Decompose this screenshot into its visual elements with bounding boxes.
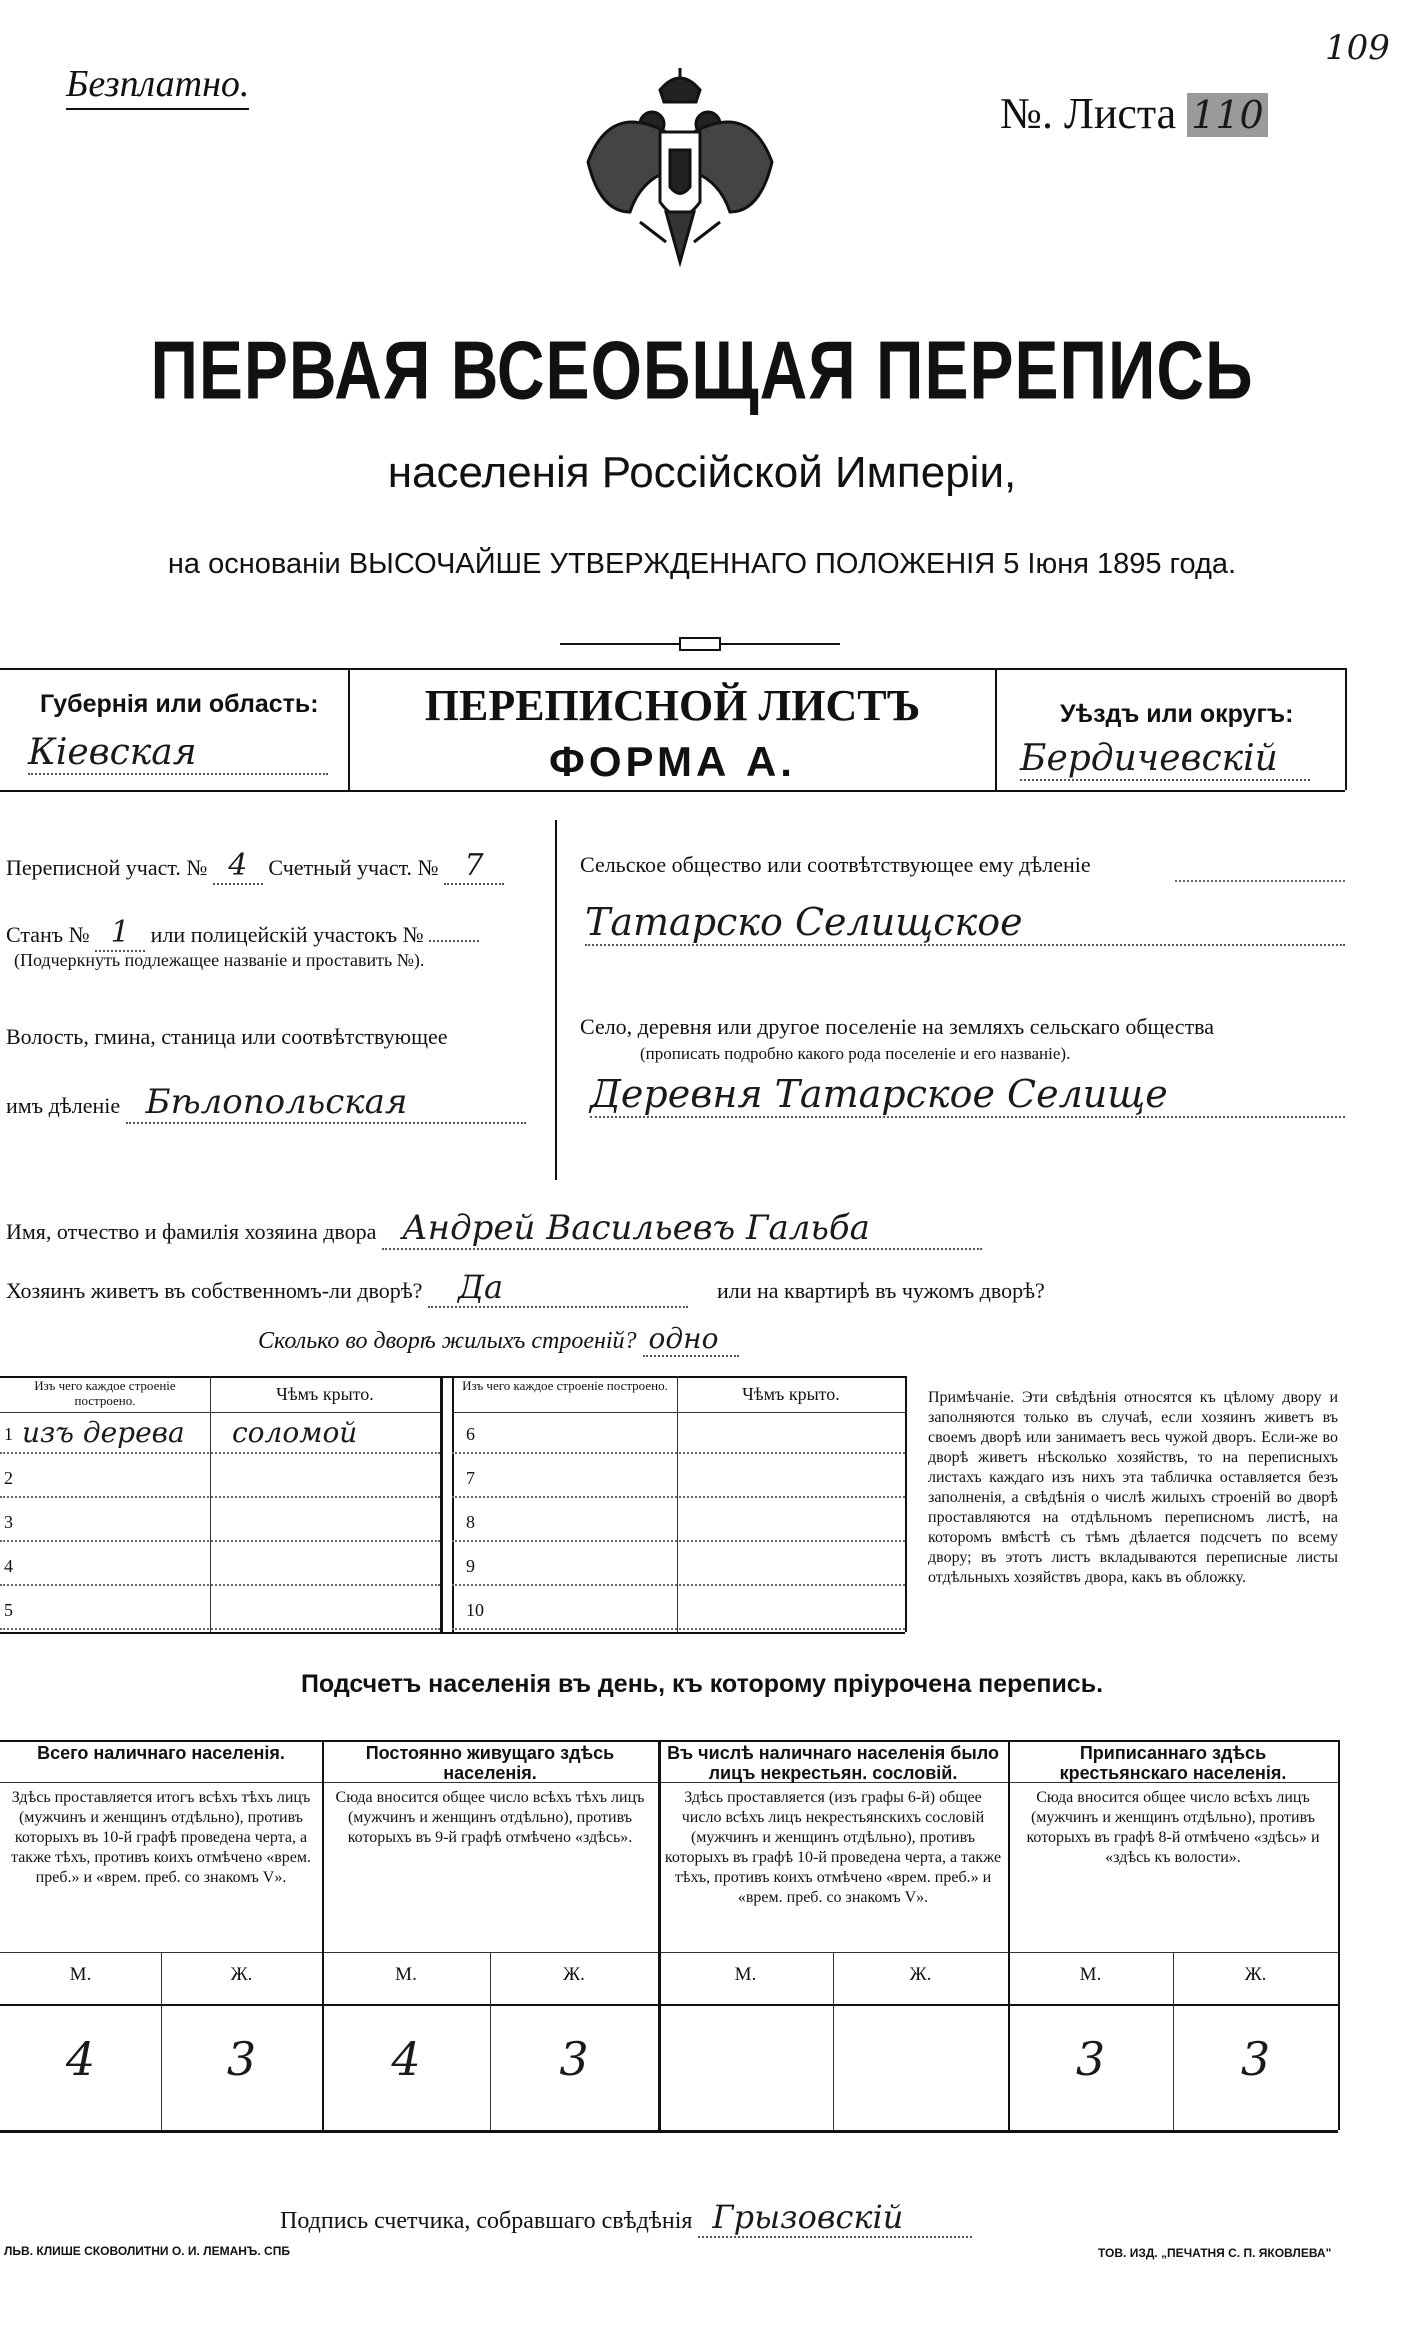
volost-row bbox=[6, 1082, 526, 1124]
printer-left: ЛЬВ. КЛИШЕ СКОВОЛИТНИ О. И. ЛЕМАНЪ. СПБ bbox=[4, 2244, 290, 2258]
row-number: 5 bbox=[4, 1600, 13, 1620]
own-yard-row bbox=[6, 1268, 1045, 1308]
row-number: 8 bbox=[466, 1512, 475, 1532]
row-roof: соломой bbox=[232, 1416, 358, 1449]
society-value: Татарско Селищское bbox=[585, 900, 1345, 946]
province-label: Губернія или область: bbox=[40, 690, 319, 718]
col-roof-left: Чѣмъ крыто. bbox=[276, 1384, 374, 1404]
volost-label: Волость, гмина, станица или соотвѣтствующее bbox=[6, 1024, 448, 1049]
population-column-header: Въ числѣ наличнаго населенія было лицъ некрестьян. сословій. bbox=[667, 1743, 999, 1783]
basis-line: на основаніи ВЫСОЧАЙШЕ УТВЕРЖДЕННАГО ПОЛОЖЕНІЯ 5 Іюня 1895 года. bbox=[167, 548, 1237, 580]
row-number: 3 bbox=[4, 1512, 13, 1532]
population-title: Подсчетъ населенія въ день, къ которому пріурочена перепись. bbox=[300, 1670, 1104, 1698]
row-number: 2 bbox=[4, 1468, 13, 1488]
male-label: М. bbox=[734, 1964, 757, 1985]
stan-value: 1 bbox=[95, 915, 145, 952]
building-row-left bbox=[0, 1546, 440, 1590]
building-row-right bbox=[452, 1502, 905, 1546]
population-column-desc: Сюда вносится общее число всѣхъ лицъ (мужчинъ и женщинъ отдѣльно), противъ которыхъ въ графѣ 8-й отмѣчено «здѣсь» и «здѣсь къ волости». bbox=[1026, 1789, 1320, 1866]
building-row-right bbox=[452, 1458, 905, 1502]
printer-right: ТОВ. ИЗД. „ПЕЧАТНЯ С. П. ЯКОВЛЕВА" bbox=[1098, 2246, 1332, 2260]
population-column bbox=[322, 1740, 658, 2130]
rent-label: или на квартирѣ въ чужомъ дворѣ? bbox=[716, 1278, 1045, 1303]
village-value: Деревня Татарское Селище bbox=[590, 1072, 1345, 1118]
province-value: Кіевская bbox=[28, 732, 328, 775]
census-area-label: Переписной участ. № bbox=[6, 855, 208, 880]
row-number: 9 bbox=[466, 1556, 475, 1576]
free-label: Безплатно. bbox=[66, 62, 249, 110]
main-title: ПЕРВАЯ ВСЕОБЩАЯ ПЕРЕПИСЬ bbox=[150, 323, 1254, 416]
form-title: ПЕРЕПИСНОЙ ЛИСТЪ bbox=[424, 681, 921, 730]
coat-of-arms-icon bbox=[570, 62, 790, 282]
village-note: (прописать подробно какого рода поселеніе и его названіе). bbox=[640, 1044, 1071, 1063]
owner-name-value: Андрей Васильевъ Гальба bbox=[382, 1208, 982, 1250]
male-label: М. bbox=[69, 1964, 92, 1985]
stan-label: Станъ № bbox=[6, 922, 90, 947]
male-count: 3 bbox=[1075, 2032, 1106, 2086]
population-column-desc: Здѣсь проставляется (изъ графы 6-й) общее число всѣхъ лицъ некрестьянскихъ сословій (мужчинъ и женщинъ отдѣльно), противъ которыхъ въ графѣ 10-й проведена черта, а также тѣхъ, противъ коихъ отмѣчено «врем. преб.» и «врем. преб. со знакомъ V». bbox=[664, 1789, 1002, 1906]
building-row-left bbox=[0, 1458, 440, 1502]
signature-row bbox=[280, 2198, 972, 2238]
district-value: Бердичевскій bbox=[1020, 738, 1310, 781]
building-row-left bbox=[0, 1414, 440, 1458]
sheet-number bbox=[1000, 88, 1268, 139]
female-label: Ж. bbox=[563, 1964, 585, 1985]
col-material-right: Изъ чего каждое строеніе построено. bbox=[462, 1378, 668, 1393]
population-column bbox=[0, 1740, 322, 2130]
population-column bbox=[658, 1740, 1008, 2130]
sheet-number-value: 110 bbox=[1187, 93, 1268, 137]
volost-value: Бѣлопольская bbox=[126, 1082, 526, 1124]
census-area-value: 4 bbox=[213, 848, 263, 885]
subtitle: населенія Россійской Имперіи, bbox=[387, 448, 1017, 497]
owner-name-label: Имя, отчество и фамилія хозяина двора bbox=[6, 1219, 377, 1244]
building-row-left bbox=[0, 1590, 440, 1634]
buildings-label: Сколько во дворѣ жилыхъ строеній? bbox=[258, 1328, 637, 1354]
stan-note: (Подчеркнуть подлежащее названіе и проставить №). bbox=[14, 950, 425, 970]
female-label: Ж. bbox=[1244, 1964, 1267, 1985]
signature-label: Подпись счетчика, собравшаго свѣдѣнія bbox=[280, 2208, 693, 2234]
own-yard-value: Да bbox=[428, 1268, 688, 1308]
female-label: Ж. bbox=[230, 1964, 253, 1985]
row-material: изъ дерева bbox=[22, 1416, 185, 1449]
building-row-right bbox=[452, 1590, 905, 1634]
female-count: 3 bbox=[1240, 2032, 1271, 2086]
page-number-mark: 109 bbox=[1325, 28, 1390, 68]
col-material-left: Изъ чего каждое строеніе построено. bbox=[34, 1378, 176, 1408]
district-label: Уѣздъ или округъ: bbox=[1060, 700, 1294, 728]
population-column-header: Постоянно живущаго здѣсь населенія. bbox=[365, 1743, 615, 1783]
stan-row bbox=[6, 915, 479, 952]
female-count: 3 bbox=[559, 2032, 589, 2086]
population-column-header: Приписаннаго здѣсь крестьянскаго населенія. bbox=[1059, 1743, 1287, 1783]
male-count: 4 bbox=[65, 2032, 96, 2086]
sheet-number-label: №. Листа bbox=[1000, 89, 1177, 138]
population-column-header: Всего наличнаго населенія. bbox=[37, 1743, 285, 1763]
female-label: Ж. bbox=[909, 1964, 932, 1985]
form-subtitle: ФОРМА А. bbox=[549, 738, 796, 785]
buildings-value: одно bbox=[643, 1322, 739, 1357]
buildings-note: Примѣчаніе. Эти свѣдѣнія относятся къ цѣлому двору и заполняются только въ случаѣ, если хозяинъ живетъ въ своемъ дворѣ или занимаетъ весь чужой дворъ. Если-же во дворѣ живетъ нѣсколько хозяйствъ, то на переписныхъ листахъ каждаго изъ нихъ эта табличка оставляется безъ заполненія, а свѣдѣнія о числѣ жилыхъ строеній во дворѣ проставляются на отдѣльномъ переписномъ листѣ, на которомъ вмѣстѣ съ тѣмъ дѣлается подсчетъ по всему двору; въ этотъ листъ вкладываются переписные листы отдѣльныхъ хозяйствъ двора, какъ въ обложку. bbox=[928, 1389, 1338, 1586]
row-number: 4 bbox=[4, 1556, 13, 1576]
ornament-divider bbox=[560, 636, 840, 650]
building-row-right bbox=[452, 1414, 905, 1458]
row-number: 6 bbox=[466, 1424, 475, 1444]
count-area-value: 7 bbox=[444, 848, 504, 885]
row-number: 10 bbox=[466, 1600, 484, 1620]
row-number: 7 bbox=[466, 1468, 475, 1488]
police-label: или полицейскій участокъ № bbox=[150, 922, 424, 947]
male-label: М. bbox=[395, 1964, 417, 1985]
count-area-label: Счетный участ. № bbox=[268, 855, 439, 880]
own-yard-label: Хозяинъ живетъ въ собственномъ-ли дворѣ? bbox=[6, 1278, 423, 1303]
building-row-left bbox=[0, 1502, 440, 1546]
building-row-right bbox=[452, 1546, 905, 1590]
male-count: 4 bbox=[391, 2032, 421, 2086]
owner-name-row bbox=[6, 1208, 982, 1250]
population-column bbox=[1008, 1740, 1338, 2130]
population-column-desc: Здѣсь проставляется итогъ всѣхъ тѣхъ лицъ (мужчинъ и женщинъ отдѣльно), противъ которыхъ въ 10-й графѣ проведена черта, а также тѣхъ, противъ коихъ отмѣчено «врем. преб.» и «врем. преб. со знакомъ V». bbox=[11, 1789, 311, 1886]
volost-label-2: имъ дѣленіе bbox=[6, 1093, 121, 1118]
buildings-row bbox=[258, 1322, 739, 1357]
female-count: 3 bbox=[226, 2032, 257, 2086]
census-area-row bbox=[6, 848, 504, 885]
col-roof-right: Чѣмъ крыто. bbox=[742, 1384, 840, 1404]
village-label: Село, деревня или другое поселеніе на земляхъ сельскаго общества bbox=[580, 1014, 1215, 1039]
male-label: М. bbox=[1079, 1964, 1102, 1985]
population-column-desc: Сюда вносится общее число всѣхъ тѣхъ лицъ (мужчинъ и женщинъ отдѣльно), противъ которыхъ въ 9-й графѣ отмѣчено «здѣсь». bbox=[335, 1789, 645, 1846]
society-label: Сельское общество или соотвѣтствующее ему дѣленіе bbox=[580, 852, 1091, 877]
row-number: 1 bbox=[4, 1424, 13, 1444]
signature-value: Грызовскій bbox=[698, 2198, 972, 2238]
